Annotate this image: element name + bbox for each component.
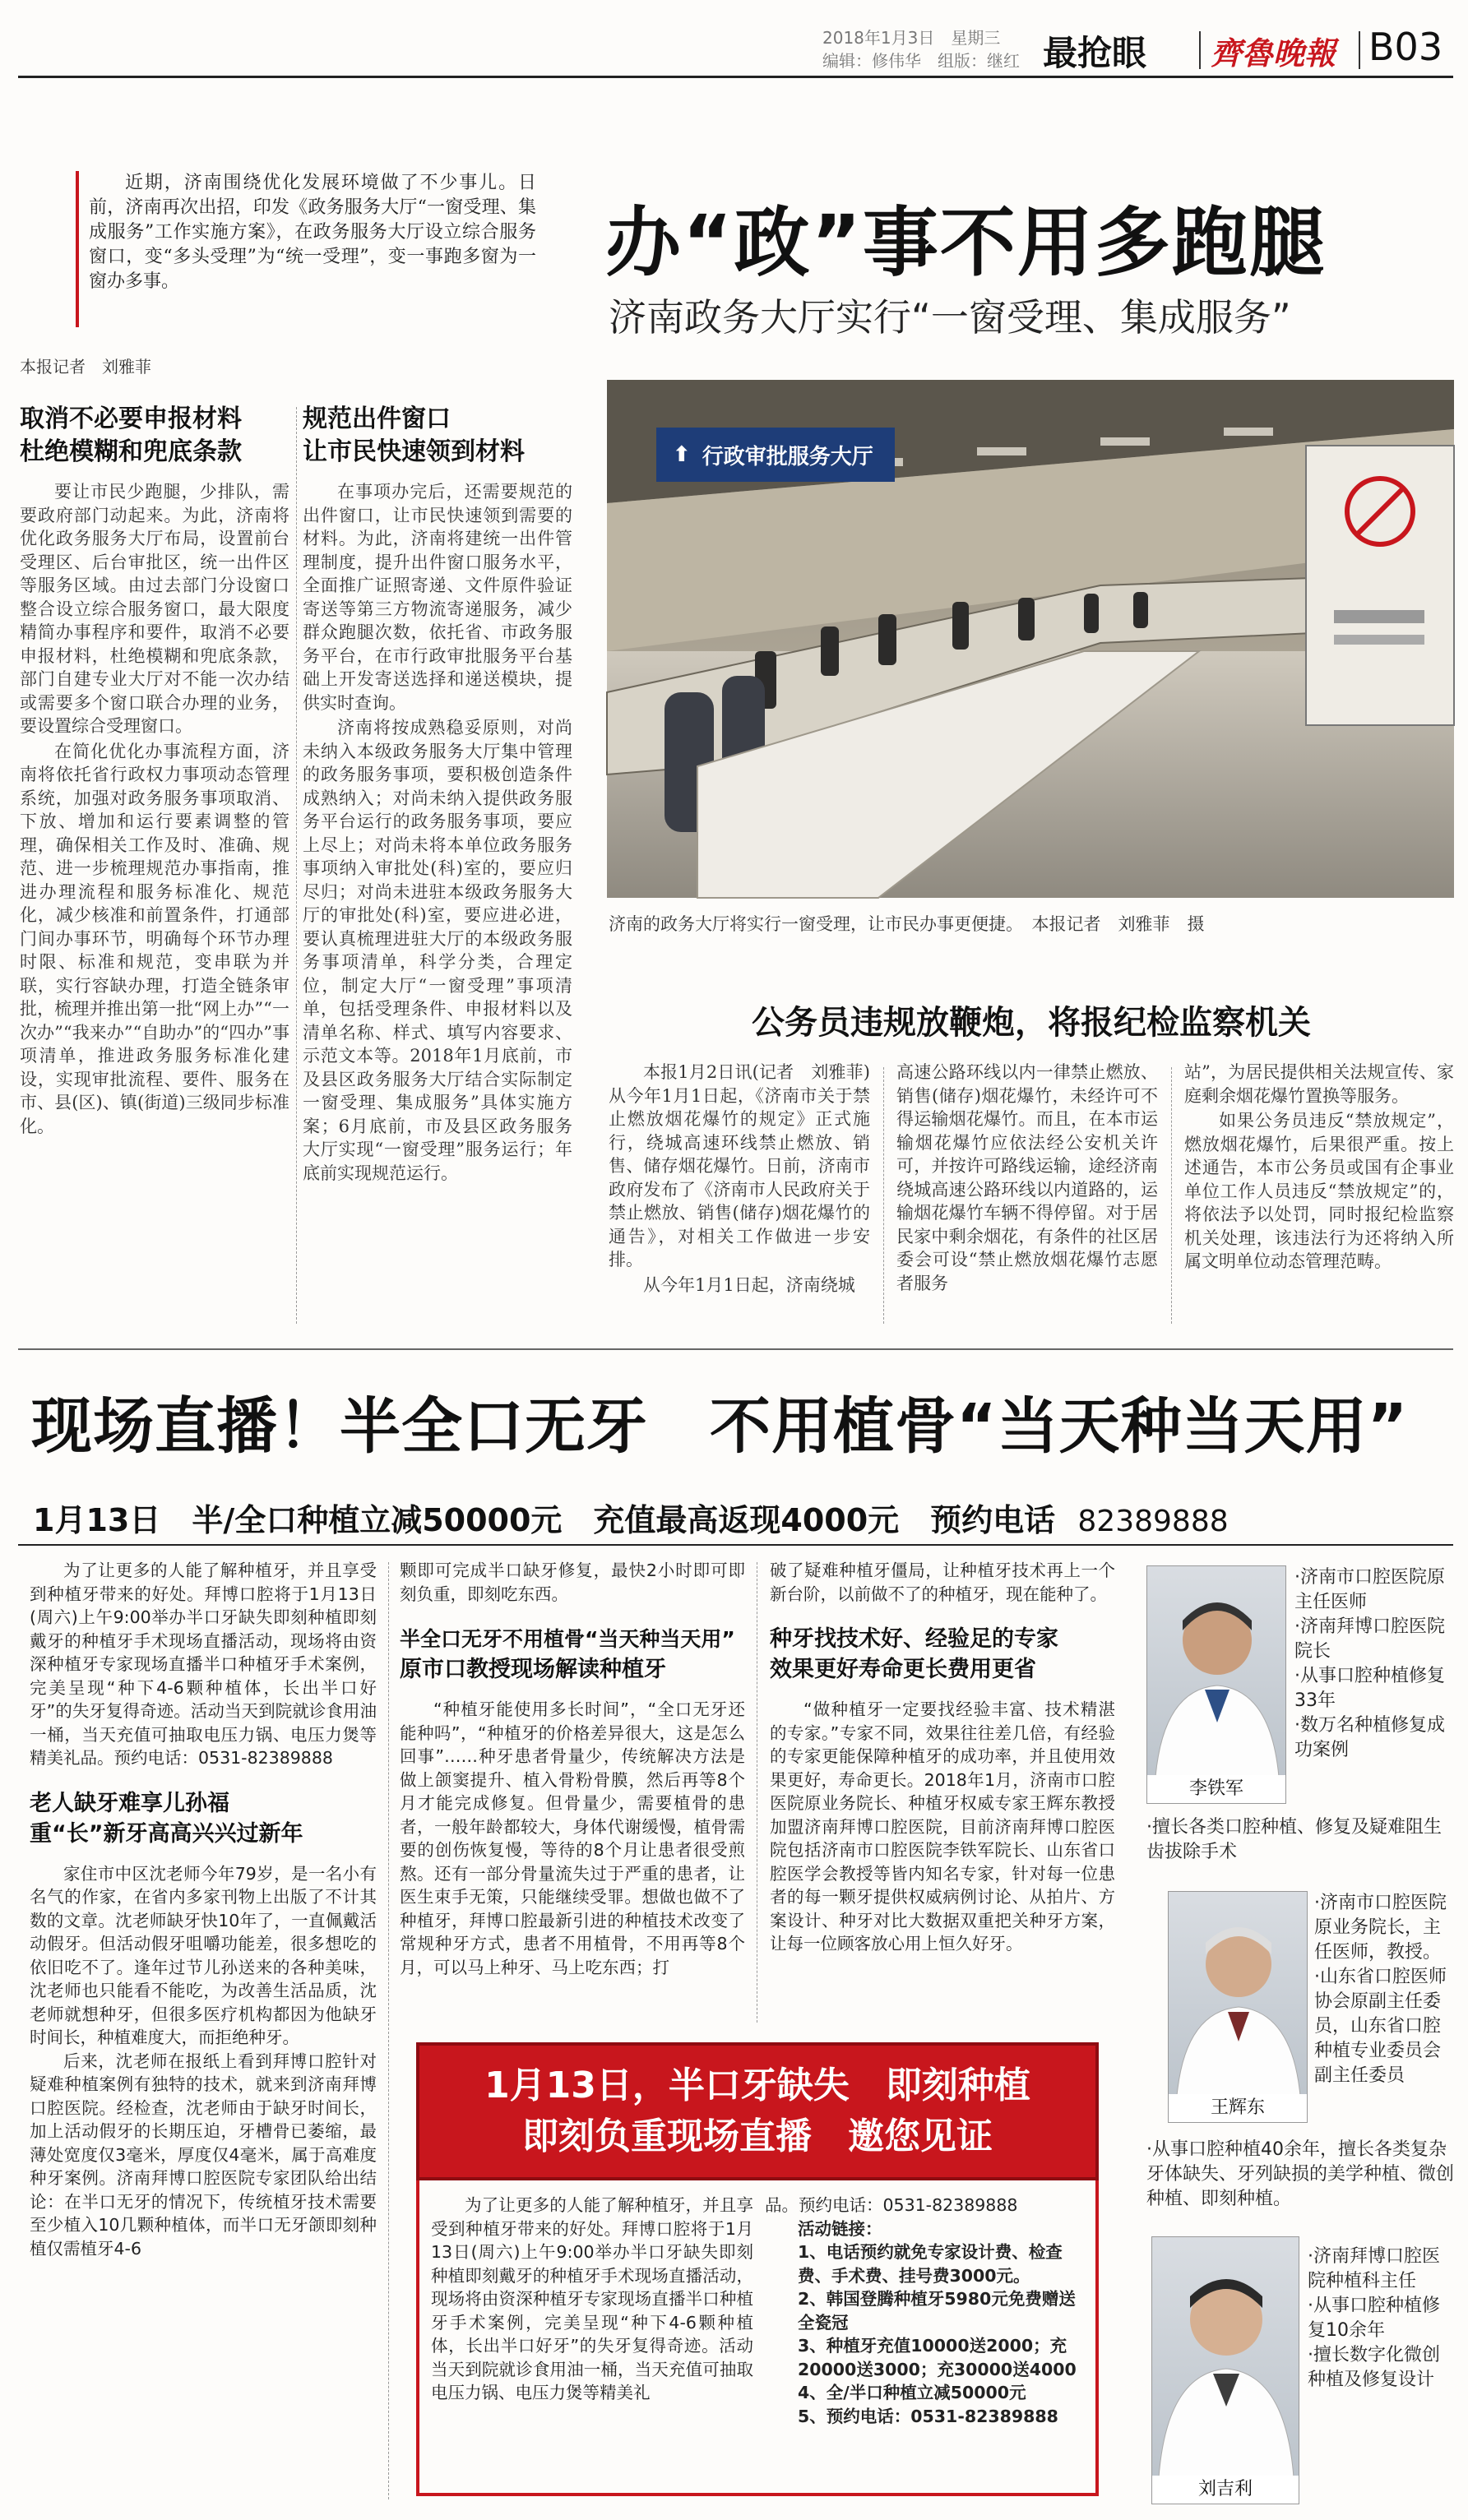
editor-credits: 编辑：修伟华 组版：继红	[822, 51, 1020, 71]
column-subhead-line2: 杜绝模糊和兜底条款	[20, 437, 242, 466]
lead-box	[76, 171, 536, 327]
paragraph: 本报1月2日讯(记者 刘雅菲) 从今年1月1日起，《济南市关于禁止燃放烟花爆竹的规定》正式施行，绕城高速环线禁止燃放、销售、储存烟花爆竹。日前，济南市政府发布了《济南市人民政府关于禁止燃放、销售(储存)烟花爆竹的通告》，对相关工作做进一步安排。	[609, 1062, 887, 1269]
promo-item: 5、预约电话：0531-82389888	[798, 2406, 1058, 2426]
paragraph: 颗即可完成半口缺牙修复，最快2小时即可即刻负重，即刻吃东西。	[400, 1561, 745, 1604]
lead-text: 近期，济南围绕优化发展环境做了不少事儿。日前，济南再次出招，印发《政务服务大厅“一窗受理、集成服务”工作实施方案》，在政务服务大厅设立综合服务窗口，变“多头受理”为“统一受理”，变一事跑多窗为一窗办多事。	[89, 173, 536, 292]
promo-item: 3、种植牙充值10000送2000；充20000送3000；充30000送4000	[798, 2336, 1077, 2379]
bio-line: ·济南拜博口腔医院种植科主任	[1308, 2246, 1440, 2291]
doctor-name: 刘吉利	[1152, 2476, 1299, 2504]
bio-line: ·山东省口腔医师协会原副主任委员，山东省口腔种植专业委员会副主任委员	[1314, 1967, 1447, 2086]
ad-offer-text: 1月13日 半/全口种植立减50000元 充值最高返现4000元 预约电话	[33, 1502, 1056, 1538]
hall-sign-text: 行政审批服务大厅	[702, 444, 873, 469]
byline: 本报记者 刘雅菲	[20, 357, 151, 377]
section-name: 最抢眼	[1043, 33, 1147, 73]
promo-right-list	[765, 2194, 1087, 2490]
column-subhead-line2: 效果更好寿命更长费用更省	[770, 1657, 1036, 1682]
ad-rule	[18, 1544, 1453, 1546]
paragraph: “做种植牙一定要找经验丰富、技术精湛的专家。”专家不同，效果往往差几倍，有经验的专家更能保障种植牙的成功率，并且使用效果更好，寿命更长。2018年1月，济南市口腔医院原业务院长、种植牙权威专家王辉东教授加盟济南拜博口腔医院，目前济南拜博口腔医院包括济南市口腔医院李铁军院长、山东省口腔医学会教授等皆内知名专家，针对每一位患者的每一颗牙提供权威病例讨论、从拍片、方案设计、种牙对比大数据双重把关种牙方案，让每一位顾客放心用上恒久好牙。	[770, 1699, 1115, 1954]
ad-headline: 现场直播！半全口无牙 不用植骨“当天种当天用”	[31, 1391, 1409, 1462]
bio-line: ·济南市口腔医院原业务院长，主任医师，教授。	[1314, 1893, 1447, 1963]
doctor-photo	[1151, 2236, 1299, 2504]
paragraph: 在事项办完后，还需要规范的出件窗口，让市民快速领到需要的材料。为此，济南将建统一出件管理制度，提升出件窗口服务水平，全面推广证照寄递、文件原件验证寄送等第三方物流寄递服务，减少群众跑腿次数，依托省、市政务服务平台，在市行政审批服务平台基础上开发寄送选择和递送模块，提供实时查询。	[303, 482, 572, 713]
doctor-photo	[1146, 1565, 1286, 1804]
doctor-bio	[1314, 1891, 1456, 2088]
paragraph: 从今年1月1日起，济南绕城	[643, 1274, 855, 1295]
paragraph: 站”，为居民提供相关法规宣传、家庭剩余烟花爆竹置换等服务。	[1184, 1062, 1454, 1106]
promo-item: 1、电话预约就免专家设计费、检查费、手术费、挂号费3000元。	[798, 2242, 1063, 2286]
doctor-bio	[1308, 2245, 1456, 2393]
paragraph: 济南将按成熟稳妥原则，对尚未纳入本级政务服务大厅集中管理的政务服务事项，要积极创造条件成熟纳入；对尚未纳入提供政务服务平台运行的政务服务事项，要应上尽上；对尚未将本单位政务服务事项纳入审批处(科)室的，要应归尽归；对尚未进驻本级政务服务大厅的审批处(科)室，要应进必进，要认真梳理进驻大厅的本级政务服务事项清单，科学分类，合理定位，制定大厅“一窗受理”事项清单，包括受理条件、申报材料以及清单名称、样式、填写内容要求、示范文本等。2018年1月底前，市及县区政务服务大厅结合实际制定一窗受理、集成服务”具体实施方案；6月底前，市及县区政务服务大厅实现“一窗受理”服务运行；年底前实现规范运行。	[303, 718, 572, 1183]
bio-line: ·济南市口腔医院原主任医师	[1294, 1567, 1445, 1612]
column-divider	[296, 407, 297, 1324]
article-column-1	[20, 403, 289, 1324]
bio-line: ·济南拜博口腔医院院长	[1294, 1616, 1445, 1662]
paragraph: “种植牙能使用多长时间”，“全口无牙还能种吗”，“种植牙的价格差异很大，这是怎么回事”……种牙患者骨量少，传统解决方法是做上颌窦提升、植入骨粉骨膜，然后再等8个月才能完成修复。但骨量少，需要植骨的患者，一般年龄都较大，身体代谢缓慢，植骨需要的创伤恢复慢，等待的8个月让患者很受煎熬。还有一部分骨量流失过于严重的患者，让医生束手无策，只能继续受罪。想做也做不了种植牙，拜博口腔最新引进的种植技术改变了常规种牙方式，患者不用植骨，不用再等8个月，可以马上种牙、马上吃东西；打	[400, 1699, 745, 1977]
paragraph: 在简化优化办事流程方面，济南将依托省行政权力事项动态管理系统，加强对政务服务事项取消、下放、增加和运行要素调整的管理，确保相关工作及时、准确、规范、进一步梳理规范办事指南，推进办理流程和服务标准化、规范化，减少核准和前置条件，打通部门间办事环节，明确每个环节办理时限、标准和规范，变串联为并联，实行容缺办理，打造全链条审批，梳理并推出第一批“网上办”“一次办”“我来办”“自助办”的“四办”事项清单，推进政务服务标准化建设，实现审批流程、要件、服务在市、县(区)、镇(街道)三级同步标准化。	[20, 741, 289, 1136]
promo-left-text	[431, 2194, 753, 2490]
paragraph: 高速公路环线以内一律禁止燃放、销售(储存)烟花爆竹，未经许可不得运输烟花爆竹。而且，在本市运输烟花爆竹应依法经公安机关许可，并按许可路线运输，途经济南绕城高速公路环线以内道路的，运输烟花爆竹车辆不得停留。对于居民家中剩余烟花，有条件的社区居委会可设“禁止燃放烟花爆竹志愿者服务	[896, 1062, 1158, 1293]
doctor-bio-specialty: ·从事口腔种植40余年，擅长各类复杂牙体缺失、牙列缺损的美学种植、微创种植、即刻种植。	[1146, 2139, 1455, 2209]
bio-line: ·从事口腔种植修复33年	[1294, 1666, 1445, 1711]
story2-column-1	[609, 1061, 887, 1324]
doctor-name: 王辉东	[1169, 2094, 1307, 2122]
issue-date: 2018年1月3日 星期三	[822, 28, 1001, 48]
story-headline: 办“政”事不用多跑腿	[605, 199, 1327, 287]
promo-banner	[416, 2042, 1099, 2180]
promo-activity-title: 活动链接：	[798, 2218, 882, 2239]
doctor-portrait-icon	[1169, 1892, 1308, 2096]
page-number: B03	[1368, 25, 1443, 69]
story2-column-2	[896, 1061, 1158, 1324]
paragraph: 家住市中区沈老师今年79岁，是一名小有名气的作家，在省内多家刊物上出版了不计其数的文章。沈老师缺牙快10年了，一直佩戴活动假牙。但活动假牙咀嚼功能差，很多想吃的依旧吃不了。逢年过节儿孙送来的各种美味，沈老师也只能看不能吃，为改善生活品质，沈老师就想种牙，但很多医疗机构都因为他缺牙时间长，种植难度大，而拒绝种牙。	[30, 1863, 377, 2047]
doctor-portrait-icon	[1152, 2237, 1300, 2477]
story2-headline: 公务员违规放鞭炮，将报纪检监察机关	[752, 1004, 1311, 1042]
promo-item: 4、全/半口种植立减50000元	[798, 2383, 1026, 2402]
promo-item: 2、韩国登腾种植牙5980元免费赠送全瓷冠	[798, 2289, 1076, 2333]
doctor-name: 李铁军	[1147, 1775, 1285, 1803]
story2-column-3	[1184, 1061, 1454, 1324]
column-divider	[883, 1067, 884, 1324]
paragraph: 如果公务员违反“禁放规定”，燃放烟花爆竹，后果很严重。按上述通告，本市公务员或国有企事业单位工作人员违反“禁放规定”的，将依法予以处罚，同时报纪检监察机关处理，该违法行为还将纳入所属文明单位动态管理范畴。	[1184, 1111, 1454, 1271]
photo-caption: 济南的政务大厅将实行一窗受理，让市民办事更便捷。 本报记者 刘雅菲 摄	[609, 914, 1205, 934]
doctor-bio-specialty: ·擅长各类口腔种植、修复及疑难阻生齿拔除手术	[1146, 1817, 1442, 1862]
doctor-bio	[1294, 1565, 1456, 1763]
bio-line: ·从事口腔种植修复10余年	[1308, 2296, 1440, 2341]
newspaper-logo: 齊魯晚報	[1211, 35, 1336, 72]
promo-banner-line2: 即刻负重现场直播 邀您见证	[522, 2115, 993, 2157]
column-subhead-line1: 半全口无牙不用植骨“当天种当天用”	[400, 1627, 735, 1651]
ad-column-c	[770, 1559, 1115, 2028]
ad-column-a	[30, 1559, 377, 2504]
promo-banner-line1: 1月13日，半口牙缺失 即刻种植	[484, 2065, 1030, 2106]
paragraph: 为了让更多的人能了解种植牙，并且享受到种植牙带来的好处。拜博口腔将于1月13日(周六)上午9:00举办半口牙缺失即刻种植即刻戴牙的种植牙手术现场直播活动，现场将由资深种植牙专家现场直播半口种植牙手术案例，完美呈现“种下4-6颗种植体，长出半口好牙”的失牙复得奇迹。活动当天到院就诊食用油一桶，当天充值可抽取电压力锅、电压力煲等精美礼品。预约电话：0531-82389888	[30, 1561, 377, 1768]
hall-sign	[658, 434, 893, 475]
paragraph: 为了让更多的人能了解种植牙，并且享受到种植牙带来的好处。拜博口腔将于1月13日(周六)上午9:00举办半口牙缺失即刻种植即刻戴牙的种植牙手术现场直播活动，现场将由资深种植牙专家现场直播半口种植牙手术案例，完美呈现“种下4-6颗种植体，长出半口好牙”的失牙复得奇迹。活动当天到院就诊食用油一桶，当天充值可抽取电压力锅、电压力煲等精美礼	[431, 2195, 753, 2402]
page-header	[0, 0, 1468, 82]
column-divider	[1171, 1067, 1172, 1324]
bio-line: ·擅长数字化微创种植及修复设计	[1308, 2345, 1440, 2390]
story-subheadline: 济南政务大厅实行“一窗受理、集成服务”	[609, 295, 1291, 340]
header-rule	[18, 76, 1453, 78]
paragraph: 要让市民少跑腿，少排队，需要政府部门动起来。为此，济南将优化政务服务大厅布局，设置前台受理区、后台审批区，统一出件区等服务区域。由过去部门分设窗口整合设立综合服务窗口，最大限度精简办事程序和要件，取消不必要申报材料，杜绝模糊和兜底条款，部门自建专业大厅对不能一次办结或需要多个窗口联合办理的业务，要设置综合受理窗口。	[20, 482, 289, 736]
ad-column-b	[400, 1559, 745, 2028]
doctor-portrait-icon	[1147, 1566, 1287, 1777]
column-subhead-line2: 原市口教授现场解读种植牙	[400, 1657, 666, 1682]
news-photo	[607, 380, 1454, 898]
bio-line: ·数万名种植修复成功案例	[1294, 1715, 1445, 1760]
ad-phone: 82389888	[1077, 1505, 1229, 1538]
divider	[1199, 31, 1201, 69]
paragraph: 破了疑难种植牙僵局，让种植牙技术再上一个新台阶，以前做不了的种植牙，现在能种了。	[770, 1561, 1115, 1604]
column-subhead-line2: 重“长”新牙高高兴兴过新年	[30, 1820, 303, 1847]
section-rule	[18, 1348, 1453, 1350]
column-subhead-line1: 取消不必要申报材料	[20, 405, 242, 433]
promo-phone: 品。预约电话：0531-82389888	[765, 2195, 1018, 2215]
column-subhead-line2: 让市民快速领到材料	[303, 437, 525, 466]
divider	[1359, 31, 1360, 69]
column-subhead-line1: 规范出件窗口	[303, 405, 451, 433]
column-subhead-line1: 老人缺牙难享儿孙福	[30, 1790, 229, 1816]
paragraph: 后来，沈老师在报纸上看到拜博口腔针对疑难种植案例有独特的技术，就来到济南拜博口腔医院。经检查，沈老师由于缺牙时间长，加上活动假牙的长期压迫，牙槽骨已萎缩，最薄处宽度仅3毫米，厚度仅4毫米，属于高难度种牙案例。济南拜博口腔医院专家团队给出结论：在半口无牙的情况下，传统植牙技术需要至少植入10几颗种植体，而半口无牙颌即刻种植仅需植牙4-6	[30, 2051, 377, 2259]
article-column-2	[303, 403, 572, 1324]
up-arrow-icon: ⬆	[673, 442, 691, 467]
column-subhead-line1: 种牙找技术好、经验足的专家	[770, 1626, 1058, 1652]
ad-subline	[33, 1495, 1229, 1540]
doctor-photo	[1168, 1891, 1308, 2123]
column-divider	[388, 1562, 389, 2499]
